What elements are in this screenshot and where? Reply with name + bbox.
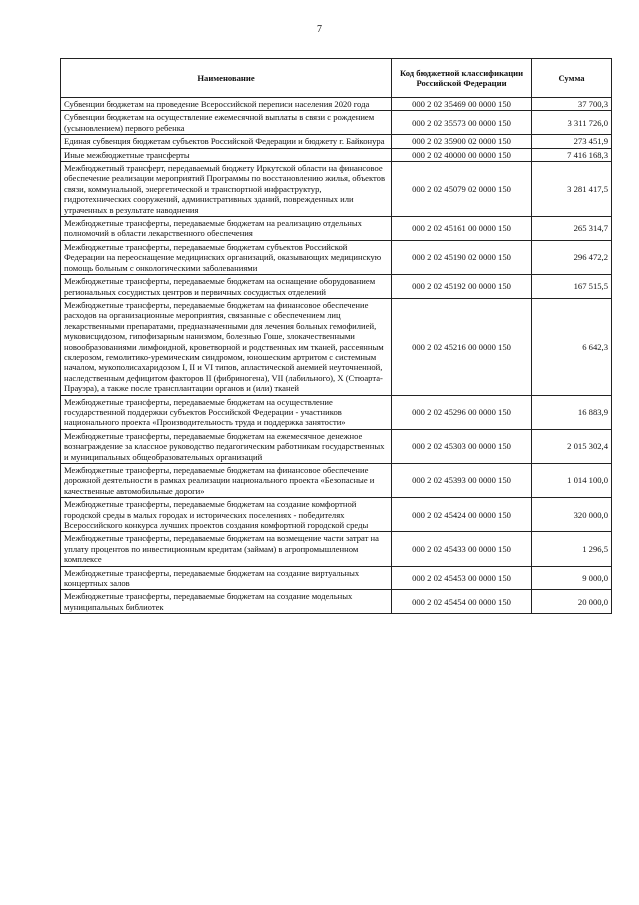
table-row	[61, 590, 612, 614]
row-name: Межбюджетные трансферты, передаваемые бюджетам на оснащение оборудованием региональных сосудистых центров и первичных сосудистых отделений	[61, 275, 392, 299]
row-name: Межбюджетные трансферты, передаваемые бюджетам на создание модельных муниципальных библиотек	[61, 590, 392, 614]
row-sum: 7 416 168,3	[532, 148, 612, 161]
table-row	[61, 98, 612, 111]
table-row	[61, 217, 612, 241]
row-code: 000 2 02 45393 00 0000 150	[392, 464, 532, 498]
table-row	[61, 429, 612, 463]
row-sum: 9 000,0	[532, 566, 612, 590]
row-name: Межбюджетные трансферты, передаваемые бюджетам на создание виртуальных концертных залов	[61, 566, 392, 590]
row-name: Межбюджетные трансферты, передаваемые бюджетам на финансовое обеспечение дорожной деятельности в рамках реализации национального проекта «Безопасные и качественные автомобильные дороги»	[61, 464, 392, 498]
table-row	[61, 395, 612, 429]
row-name: Межбюджетные трансферты, передаваемые бюджетам на финансовое обеспечение расходов на организационные мероприятия, связанные с обеспечением лиц лекарственными препаратами, предназначенными для лечения больных гемофилией, муковисцидозом, гипофизарным нанизмом, болезнью Гоше, злокачественными новообразованиями лимфоидной, кроветворной и родственных им тканей, рассеянным склерозом, гемолитико-уремическим синдромом, юношеским артритом с системным началом, мукополисахаридозом I, II и VI типов, апластической анемией неуточненной, наследственным дефицитом факторов II (фибриногена), VII (лабильного), X (Стюарта-Прауэра), а также после трансплантации органов и (или) тканей	[61, 298, 392, 395]
row-name: Межбюджетные трансферты, передаваемые бюджетам на возмещение части затрат на уплату процентов по инвестиционным кредитам (займам) в агропромышленном комплексе	[61, 532, 392, 566]
table-row	[61, 240, 612, 274]
table-row-group	[61, 148, 612, 161]
row-code: 000 2 02 45424 00 0000 150	[392, 498, 532, 532]
row-name: Межбюджетный трансферт, передаваемый бюджету Иркутской области на финансовое обеспечение реализации мероприятий Программы по восстановлению жилья, объектов связи, коммунальной, энергетической и транспортной инфраструктур, гидротехнических сооружений, административных зданий, поврежденных или утраченных в результате наводнения	[61, 162, 392, 217]
row-name: Межбюджетные трансферты, передаваемые бюджетам на ежемесячное денежное вознаграждение за классное руководство педагогическим работникам государственных и муниципальных общеобразовательных организаций	[61, 429, 392, 463]
row-code: 000 2 02 35900 02 0000 150	[392, 135, 532, 148]
row-code: 000 2 02 40000 00 0000 150	[392, 148, 532, 161]
row-sum: 16 883,9	[532, 395, 612, 429]
budget-table	[60, 58, 612, 614]
row-name: Межбюджетные трансферты, передаваемые бюджетам на создание комфортной городской среды в малых городах и исторических поселениях - победителях Всероссийского конкурса лучших проектов создания комфортной городской среды	[61, 498, 392, 532]
row-sum: 1 296,5	[532, 532, 612, 566]
table-row	[61, 135, 612, 148]
row-name: Межбюджетные трансферты, передаваемые бюджетам на осуществление государственной поддержки субъектов Российской Федерации - участников национального проекта «Производительность труда и поддержка занятости»	[61, 395, 392, 429]
table-header-row	[61, 59, 612, 98]
row-name: Иные межбюджетные трансферты	[61, 148, 392, 161]
row-sum: 3 311 726,0	[532, 111, 612, 135]
row-name: Субвенции бюджетам на проведение Всероссийской переписи населения 2020 года	[61, 98, 392, 111]
row-code: 000 2 02 45433 00 0000 150	[392, 532, 532, 566]
row-code: 000 2 02 35469 00 0000 150	[392, 98, 532, 111]
row-code: 000 2 02 45079 02 0000 150	[392, 162, 532, 217]
table-row	[61, 162, 612, 217]
row-name: Единая субвенция бюджетам субъектов Российской Федерации и бюджету г. Байконура	[61, 135, 392, 148]
row-sum: 167 515,5	[532, 275, 612, 299]
row-sum: 320 000,0	[532, 498, 612, 532]
row-code: 000 2 02 35573 00 0000 150	[392, 111, 532, 135]
header-sum: Сумма	[532, 59, 612, 98]
row-code: 000 2 02 45216 00 0000 150	[392, 298, 532, 395]
row-code: 000 2 02 45303 00 0000 150	[392, 429, 532, 463]
header-name: Наименование	[61, 59, 392, 98]
row-name: Межбюджетные трансферты, передаваемые бюджетам субъектов Российской Федерации на переоснащение медицинских организаций, оказывающих медицинскую помощь больным с онкологическими заболеваниями	[61, 240, 392, 274]
row-code: 000 2 02 45454 00 0000 150	[392, 590, 532, 614]
table-row	[61, 298, 612, 395]
row-sum: 296 472,2	[532, 240, 612, 274]
page-number: 7	[317, 24, 322, 35]
row-sum: 3 281 417,5	[532, 162, 612, 217]
table-row	[61, 566, 612, 590]
row-sum: 6 642,3	[532, 298, 612, 395]
row-code: 000 2 02 45192 00 0000 150	[392, 275, 532, 299]
row-code: 000 2 02 45161 00 0000 150	[392, 217, 532, 241]
row-code: 000 2 02 45296 00 0000 150	[392, 395, 532, 429]
row-name: Межбюджетные трансферты, передаваемые бюджетам на реализацию отдельных полномочий в области лекарственного обеспечения	[61, 217, 392, 241]
row-sum: 37 700,3	[532, 98, 612, 111]
row-name: Субвенции бюджетам на осуществление ежемесячной выплаты в связи с рождением (усыновлением) первого ребенка	[61, 111, 392, 135]
table-row	[61, 275, 612, 299]
table-row	[61, 111, 612, 135]
row-code: 000 2 02 45190 02 0000 150	[392, 240, 532, 274]
table-row	[61, 532, 612, 566]
row-sum: 273 451,9	[532, 135, 612, 148]
row-sum: 265 314,7	[532, 217, 612, 241]
row-sum: 1 014 100,0	[532, 464, 612, 498]
header-code: Код бюджетной классификации Российской Федерации	[392, 59, 532, 98]
table-row	[61, 498, 612, 532]
row-code: 000 2 02 45453 00 0000 150	[392, 566, 532, 590]
table-row	[61, 464, 612, 498]
row-sum: 2 015 302,4	[532, 429, 612, 463]
row-sum: 20 000,0	[532, 590, 612, 614]
